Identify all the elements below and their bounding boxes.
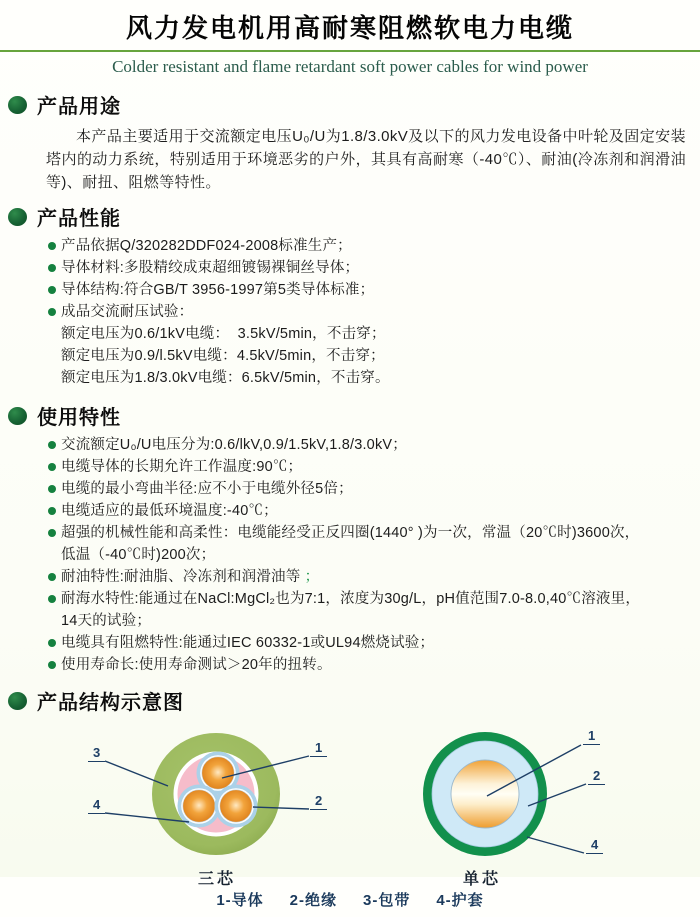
callout-label-4: 4 [586,838,603,854]
legend-item-tape: 3-包带 [363,892,411,909]
usage-paragraph: 本产品主要适用于交流额定电压U₀/U为1.8/3.0kV及以下的风力发电设备中叶轮及固定安装塔内的动力系统，特别适用于环境恶劣的户外，其具有高耐寒（-40℃）、耐油(冷冻剂和润滑油等)、耐扭、阻燃等特性。 [46,128,686,191]
voltage-test-line [48,323,688,345]
callout-label-4: 4 [88,798,105,814]
bullet-icon [48,573,56,581]
item-text-continuation: 14天的试验； [61,613,152,629]
legend-item-conductor: 1-导体 [216,892,264,909]
list-item-flame [48,632,688,654]
item-text: 耐海水特性:能通过在NaCl:MgCl₂也为7:1，浓度为30g/L，pH值范围7.0-8.0,40℃溶液里， [61,591,641,607]
callout-label-2: 2 [588,769,605,785]
section-bullet-icon [8,96,27,114]
bullet-icon [48,485,56,493]
bullet-icon [48,441,56,449]
section-title-features: 使用特性 [37,407,121,429]
list-item-life [48,654,688,676]
performance-list [48,235,688,389]
list-item [48,500,688,522]
voltage-test-line [48,367,688,389]
section-heading-structure [8,686,700,715]
item-text: 电缆的最小弯曲半径:应不小于电缆外径5倍； [61,481,353,497]
list-item [48,456,688,478]
item-text-green-suffix: ； [304,569,320,585]
voltage-test-line [48,345,688,367]
bullet-icon [48,661,56,669]
bullet-icon [48,507,56,515]
section-heading-features [8,401,700,430]
bullet-icon [48,595,56,603]
callout-label-3: 3 [88,746,105,762]
section-bullet-icon [8,407,27,425]
single-core-caption: 单芯 [462,871,502,888]
item-text: 交流额定U₀/U电压分为:0.6/lkV,0.9/1.5kV,1.8/3.0kV； [61,437,407,453]
list-item [48,478,688,500]
three-core-cable [105,733,309,855]
single-core-cable [423,732,586,856]
item-text: 导体材料:多股精绞成束超细镀锡裸铜丝导体； [61,260,360,276]
item-text: 电缆具有阻燃特性:能通过IEC 60332-1或UL94燃烧试验； [61,635,435,651]
legend-item-insulation: 2-绝缘 [289,892,337,909]
legend-item-sheath: 4-护套 [436,892,484,909]
callout-label-1: 1 [583,729,600,745]
item-text: 额定电压为1.8/3.0kV电缆：6.5kV/5min，不击穿。 [61,370,390,386]
item-text-continuation: 低温（-40℃时)200次； [61,547,216,563]
title-divider [0,50,700,52]
list-item-oil [48,566,688,588]
list-item-mechanical [48,522,688,566]
item-text: 导体结构:符合GB/T 3956-1997第5类导体标准； [61,282,375,298]
three-core-caption: 三芯 [197,871,237,888]
list-item-seawater [48,588,688,632]
section-heading-usage [8,90,700,119]
features-list [48,434,688,676]
item-text: 额定电压为0.6/1kV电缆： 3.5kV/5min，不击穿； [61,326,386,342]
page-title: 风力发电机用高耐寒阻燃软电力电缆 [125,13,574,43]
page-subtitle-english: Colder resistant and flame retardant soft power cables for wind power [112,57,588,76]
item-text: 使用寿命长:使用寿命测试＞20年的扭转。 [61,657,332,673]
bullet-icon [48,639,56,647]
list-item [48,279,688,301]
bullet-icon [48,242,56,250]
section-heading-performance [8,202,700,231]
item-text: 耐油特性:耐油脂、冷冻剂和润滑油等 [61,569,301,585]
section-title-usage: 产品用途 [37,96,121,118]
section-bullet-icon [8,208,27,226]
section-bullet-icon [8,692,27,710]
item-text: 产品依据Q/320282DDF024-2008标准生产； [61,238,352,254]
section-title-structure: 产品结构示意图 [37,692,184,714]
structure-diagram [0,717,700,917]
list-item [48,235,688,257]
bullet-icon [48,264,56,272]
bullet-icon [48,463,56,471]
item-text: 额定电压为0.9/l.5kV电缆：4.5kV/5min，不击穿； [61,348,385,364]
list-item [48,301,688,323]
section-title-performance: 产品性能 [37,208,121,230]
callout-label-1: 1 [310,741,327,757]
list-item [48,257,688,279]
diagram-legend [0,889,700,910]
bullet-icon [48,529,56,537]
item-text: 超强的机械性能和高柔性：电缆能经受正反四圈(1440° )为一次，常温（20℃时)3600次， [61,525,640,541]
bullet-icon [48,286,56,294]
callout-label-2: 2 [310,794,327,810]
bullet-icon [48,308,56,316]
list-item [48,434,688,456]
item-text: 电缆导体的长期允许工作温度:90℃； [61,459,303,475]
item-text: 电缆适应的最低环境温度:-40℃； [61,503,278,519]
item-text: 成品交流耐压试验： [61,304,194,320]
